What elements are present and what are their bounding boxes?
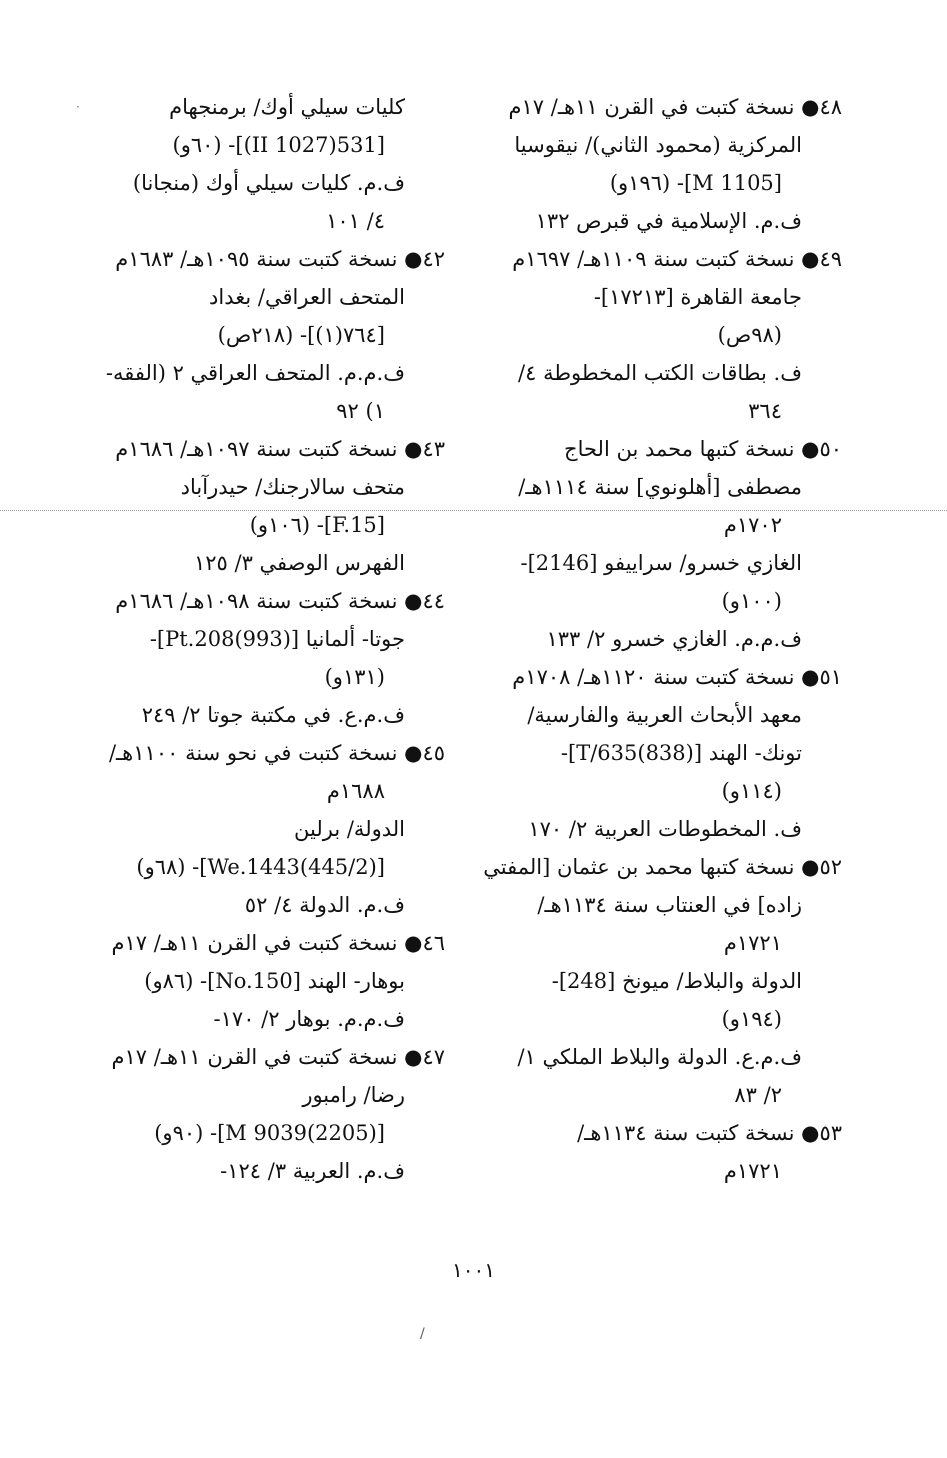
right-column-line: [M 1105]- (١٩٦و)	[609, 171, 782, 195]
right-column-line: ٥٣● نسخة كتبت سنة ١١٣٤هـ/	[577, 1121, 842, 1145]
right-column-line: ١٧٠٢م	[723, 513, 782, 537]
fold-line	[0, 510, 947, 511]
right-column-line: ٣٦٤	[748, 399, 782, 423]
left-column-line: [(2205)9039 M]- (٩٠و)	[154, 1121, 385, 1145]
left-column-line: [(445/2)We.1443]- (٦٨و)	[136, 855, 385, 879]
right-column-line: ٤٨● نسخة كتبت في القرن ١١هـ/ ١٧م	[508, 95, 842, 119]
page-number: ١٠٠١	[452, 1258, 495, 1282]
left-column-line: ف.م.م. المتحف العراقي ٢ (الفقه-	[105, 361, 405, 385]
left-column-line: ٤٧● نسخة كتبت في القرن ١١هـ/ ١٧م	[111, 1045, 445, 1069]
right-column-line: جامعة القاهرة [١٧٢١٣]-	[593, 285, 802, 309]
left-column-line: الفهرس الوصفي ٣/ ١٢٥	[193, 551, 405, 575]
left-column-line: ف.م.ع. في مكتبة جوتا ٢/ ٢٤٩	[141, 703, 405, 727]
left-column-line: الدولة/ برلين	[294, 817, 405, 841]
right-column-line: تونك- الهند [(838)T/635]-	[560, 741, 802, 765]
left-column-line: بوهار- الهند [No.150]- (٨٦و)	[144, 969, 405, 993]
left-column-line: ٤٦● نسخة كتبت في القرن ١١هـ/ ١٧م	[111, 931, 445, 955]
left-column-line: ٤٣● نسخة كتبت سنة ١٠٩٧هـ/ ١٦٨٦م	[115, 437, 445, 461]
right-column-line: ف. بطاقات الكتب المخطوطة ٤/	[518, 361, 802, 385]
right-column-line: الغازي خسرو/ سراييفو [2146]-	[520, 551, 802, 575]
right-column-line: ١٧٢١م	[723, 931, 782, 955]
left-column-line: رضا/ رامبور	[302, 1083, 405, 1107]
right-column-line: ف.م.ع. الدولة والبلاط الملكي ١/	[517, 1045, 802, 1069]
left-column-line: ٤٤● نسخة كتبت سنة ١٠٩٨هـ/ ١٦٨٦م	[115, 589, 445, 613]
right-column-line: (١٩٤و)	[721, 1007, 782, 1031]
right-column-line: ٤٩● نسخة كتبت سنة ١١٠٩هـ/ ١٦٩٧م	[512, 247, 842, 271]
right-column-line: معهد الأبحاث العربية والفارسية/	[527, 703, 802, 727]
right-column-line: ٥٢● نسخة كتبها محمد بن عثمان [المفتي	[483, 855, 842, 879]
right-column-line: ف.م. الإسلامية في قبرص ١٣٢	[535, 209, 802, 233]
right-column	[483, 88, 842, 1190]
right-column-line: ٥٠● نسخة كتبها محمد بن الحاج	[564, 437, 842, 461]
right-column-line: المركزية (محمود الثاني)/ نيقوسيا	[514, 133, 802, 157]
right-column-line: (٩٨ص)	[717, 323, 782, 347]
right-column-line: (١٠٠و)	[721, 589, 782, 613]
left-column-line: [F.15]- (١٠٦و)	[249, 513, 385, 537]
right-column-line: (١١٤و)	[721, 779, 782, 803]
left-column	[105, 88, 445, 1190]
left-column-line: (١٣١و)	[324, 665, 385, 689]
left-column-line: ١) ٩٢	[336, 399, 385, 423]
left-column-line: ٤٢● نسخة كتبت سنة ١٠٩٥هـ/ ١٦٨٣م	[115, 247, 445, 271]
left-column-line: كليات سيلي أوك/ برمنجهام	[169, 95, 405, 119]
left-column-line: ٤/ ١٠١	[326, 209, 385, 233]
left-column-line: [٧٦٤(١)]- (٢١٨ص)	[217, 323, 385, 347]
left-column-line: ١٦٨٨م	[326, 779, 385, 803]
left-column-line: متحف سالارجنك/ حيدرآباد	[180, 475, 405, 499]
right-column-line: الدولة والبلاط/ ميونخ [248]-	[551, 969, 802, 993]
right-column-line: مصطفى [أهلونوي] سنة ١١١٤هـ/	[518, 475, 802, 499]
right-column-line: ٥١● نسخة كتبت سنة ١١٢٠هـ/ ١٧٠٨م	[512, 665, 842, 689]
right-column-line: ٢/ ٨٣	[734, 1083, 782, 1107]
left-column-line: المتحف العراقي/ بغداد	[209, 285, 405, 309]
left-column-line: ف.م. الدولة ٤/ ٥٢	[244, 893, 405, 917]
right-column-line: زاده] في العنتاب سنة ١١٣٤هـ/	[537, 893, 802, 917]
stray-mark: /	[420, 1326, 425, 1342]
left-column-line: [531(1027 II)]- (٦٠و)	[172, 133, 385, 157]
left-column-line: ف.م. كليات سيلي أوك (منجانا)	[132, 171, 405, 195]
left-column-line: جوتا- ألمانيا [(993)Pt.208]-	[149, 627, 405, 651]
stray-dot: ·	[76, 100, 80, 114]
right-column-line: ف.م.م. الغازي خسرو ٢/ ١٣٣	[546, 627, 802, 651]
left-column-line: ف.م. العربية ٣/ ١٢٤-	[220, 1159, 405, 1183]
right-column-line: ١٧٢١م	[723, 1159, 782, 1183]
left-column-line: ٤٥● نسخة كتبت في نحو سنة ١١٠٠هـ/	[108, 741, 445, 765]
right-column-line: ف. المخطوطات العربية ٢/ ١٧٠	[528, 817, 802, 841]
left-column-line: ف.م.م. بوهار ٢/ ١٧٠-	[213, 1007, 405, 1031]
